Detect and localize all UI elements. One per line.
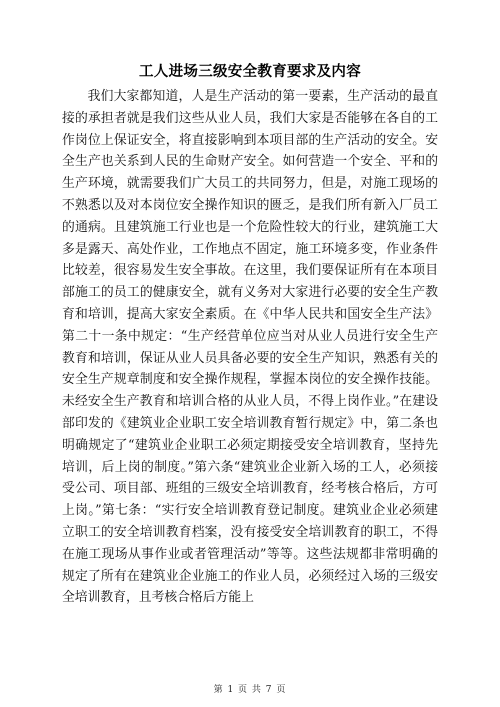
body-paragraph: 我们大家都知道，人是生产活动的第一要素，生产活动的最直接的承担者就是我们这些从业人员，我们大家是否能够在各自的工作岗位上保证安全，将直接影响到本项目部的生产活动的安全。安全生产也关系到人民的生命财产安全。如何营造一个安全、平和的生产环境，就需要我们广大员工的共同努力，但是，对施工现场的不熟悉以及对本岗位安全操作知识的匮乏，是我们所有新入厂员工的通病。且建筑施工行业也是一个危险性较大的行业，建筑施工大多是露天、高处作业，工作地点不固定，施工环境多变，作业条件比较差，很容易发生安全事故。在这里，我们要保证所有在本项目部施工的员工的健康安全，就有义务对大家进行必要的安全生产教育和培训，提高大家安全素质。在《中华人民共和国安全生产法》第二十一条中规定：“生产经营单位应当对从业人员进行安全生产教育和培训，保证从业人员具备必要的安全生产知识，熟悉有关的安全生产规章制度和安全操作规程，掌握本岗位的安全操作技能。未经安全生产教育和培训合格的从业人员，不得上岗作业。”在建设部印发的《建筑业企业职工安全培训教育暂行规定》中，第二条也明确规定了“建筑业企业职工必须定期接受安全培训教育，坚持先培训，后上岗的制度。”第六条“建筑业企业新入场的工人，必须接受公司、项目部、班组的三级安全培训教育，经考核合格后，方可上岗。”第七条：“实行安全培训教育登记制度。建筑业企业必须建立职工的安全培训教育档案，没有接受安全培训教育的职工，不得在施工现场从事作业或者管理活动”等等。这些法规都非常明确的规定了所有在建筑业企业施工的作业人员，必须经过入场的三级安全培训教育，且考核合格后方能上 bbox=[62, 89, 438, 606]
document-body bbox=[62, 86, 438, 609]
document-title: 工人进场三级安全教育要求及内容 bbox=[139, 63, 361, 80]
page-footer: 第 1 页 共 7 页 bbox=[213, 685, 287, 695]
